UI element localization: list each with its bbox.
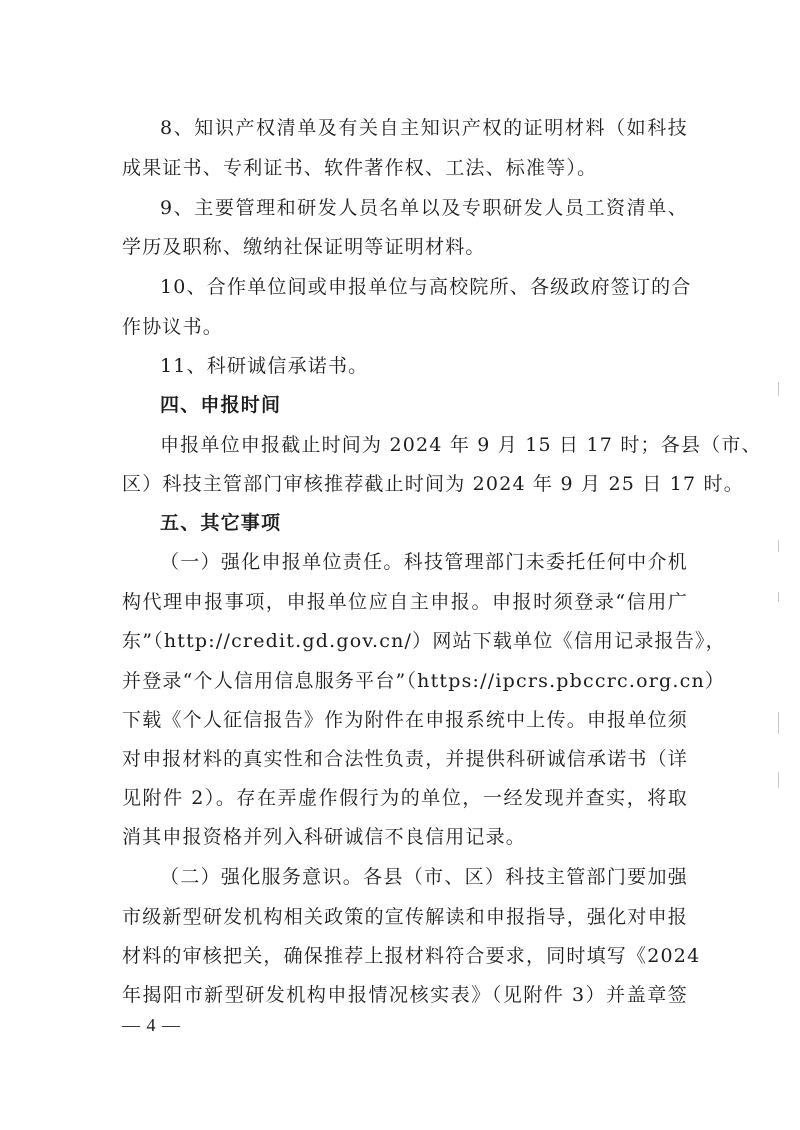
scan-mark xyxy=(778,540,779,552)
deadline-line-2: 区）科技主管部门审核推荐截止时间为 2024 年 9 月 25 日 17 时。 xyxy=(122,473,744,495)
deadline-line-1: 申报单位申报截止时间为 2024 年 9 月 15 日 17 时；各县（市、 xyxy=(160,434,762,456)
para-1-line-6: 对申报材料的真实性和合法性负责，并提供科研诚信承诺书（详 xyxy=(122,748,688,770)
section-heading-5: 五、其它事项 xyxy=(160,512,282,534)
page-number: — 4 — xyxy=(122,1015,181,1035)
para-2-line-3: 材料的审核把关，确保推荐上报材料符合要求，同时填写《2024 xyxy=(122,945,701,967)
item-10-line-2: 作协议书。 xyxy=(122,316,224,338)
scan-mark xyxy=(778,592,779,602)
para-2-line-4: 年揭阳市新型研发机构申报情况核实表》（见附件 3）并盖章签 xyxy=(122,984,688,1006)
para-1-line-7: 见附件 2）。存在弄虚作假行为的单位，一经发现并查实，将取 xyxy=(122,787,688,809)
para-1-line-8: 消其申报资格并列入科研诚信不良信用记录。 xyxy=(122,826,527,848)
para-1-line-2: 构代理申报事项，申报单位应自主申报。申报时须登录“信用广 xyxy=(122,591,688,613)
para-1-line-5: 下载《个人征信报告》作为附件在申报系统中上传。申报单位须 xyxy=(122,709,688,731)
scan-mark xyxy=(778,712,779,734)
scan-mark xyxy=(778,382,779,396)
para-1-line-1: （一）强化申报单位责任。科技管理部门未委托任何中介机 xyxy=(160,551,688,573)
item-9-line-2: 学历及职称、缴纳社保证明等证明材料。 xyxy=(122,236,486,258)
para-1-line-3: 东”（http://credit.gd.gov.cn/）网站下载单位《信用记录报告》， xyxy=(122,630,726,652)
item-9-line-1: 9、主要管理和研发人员名单以及专职研发人员工资清单、 xyxy=(160,197,688,219)
section-heading-4: 四、申报时间 xyxy=(160,394,282,416)
para-1-line-4: 并登录“个人信用信息服务平台”（https://ipcrs.pbccrc.org.cn） xyxy=(122,670,726,692)
item-11-line: 11、科研诚信承诺书。 xyxy=(160,355,369,377)
para-2-line-1: （二）强化服务意识。各县（市、区）科技主管部门要加强 xyxy=(160,866,688,888)
item-8-line-2: 成果证书、专利证书、软件著作权、工法、标准等）。 xyxy=(122,157,598,179)
item-10-line-1: 10、合作单位间或申报单位与高校院所、各级政府签订的合 xyxy=(160,276,692,298)
para-2-line-2: 市级新型研发机构相关政策的宣传解读和申报指导，强化对申报 xyxy=(122,906,688,928)
item-8-line-1: 8、知识产权清单及有关自主知识产权的证明材料（如科技 xyxy=(160,117,688,139)
scan-mark xyxy=(778,772,779,788)
